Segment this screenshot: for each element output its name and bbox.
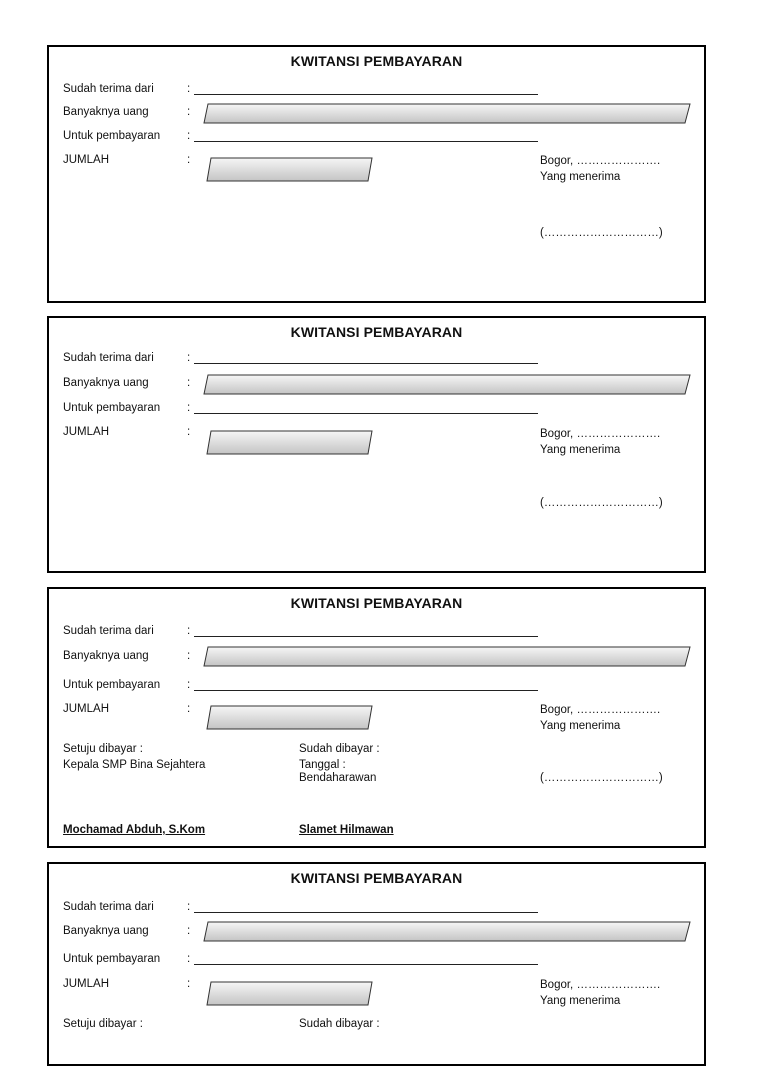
receipt-title: KWITANSI PEMBAYARAN	[290, 870, 463, 886]
from-label: Sudah terima dari	[63, 83, 154, 95]
receiver-label: Yang menerima	[540, 171, 621, 183]
from-field[interactable]	[194, 636, 538, 637]
total-colon: :	[187, 154, 191, 166]
total-field[interactable]	[206, 981, 374, 1007]
purpose-colon: :	[187, 130, 191, 142]
from-colon: :	[187, 352, 191, 364]
receiver-label: Yang menerima	[540, 444, 621, 456]
from-colon: :	[187, 625, 191, 637]
amount-words-colon: :	[187, 650, 191, 662]
payment-label: Sudah dibayar :	[299, 743, 380, 755]
purpose-colon: :	[187, 953, 191, 965]
approval-label: Setuju dibayar :	[63, 743, 143, 755]
receiver-label: Yang menerima	[540, 720, 621, 732]
purpose-colon: :	[187, 402, 191, 414]
place-date: Bogor, ………………….	[540, 704, 661, 716]
purpose-label: Untuk pembayaran	[63, 679, 161, 691]
treasurer-role: Bendaharawan	[299, 772, 377, 784]
receipt-3	[47, 587, 706, 848]
purpose-label: Untuk pembayaran	[63, 130, 161, 142]
from-label: Sudah terima dari	[63, 352, 154, 364]
total-field[interactable]	[206, 430, 374, 456]
payment-label: Sudah dibayar :	[299, 1018, 380, 1030]
treasurer-name: Slamet Hilmawan	[299, 824, 394, 836]
purpose-field[interactable]	[194, 413, 538, 414]
receiver-signature-line: (…………………………)	[540, 497, 663, 509]
total-colon: :	[187, 978, 191, 990]
total-colon: :	[187, 426, 191, 438]
total-label: JUMLAH	[63, 978, 110, 990]
receipt-title: KWITANSI PEMBAYARAN	[290, 53, 463, 69]
payment-date-label: Tanggal :	[299, 759, 346, 771]
from-colon: :	[187, 83, 191, 95]
amount-words-field[interactable]	[203, 374, 693, 396]
receipt-2	[47, 316, 706, 573]
receipt-title: KWITANSI PEMBAYARAN	[290, 595, 463, 611]
amount-words-label: Banyaknya uang	[63, 650, 149, 662]
place-date: Bogor, ………………….	[540, 155, 661, 167]
receipt-1	[47, 45, 706, 303]
total-colon: :	[187, 703, 191, 715]
total-field[interactable]	[206, 157, 374, 183]
total-field[interactable]	[206, 705, 374, 731]
approval-role: Kepala SMP Bina Sejahtera	[63, 759, 206, 771]
amount-words-label: Banyaknya uang	[63, 925, 149, 937]
principal-name: Mochamad Abduh, S.Kom	[63, 824, 206, 836]
amount-words-field[interactable]	[203, 646, 693, 668]
purpose-field[interactable]	[194, 964, 538, 965]
receiver-signature-line: (…………………………)	[540, 772, 663, 784]
purpose-label: Untuk pembayaran	[63, 953, 161, 965]
purpose-field[interactable]	[194, 141, 538, 142]
place-date: Bogor, ………………….	[540, 428, 661, 440]
from-field[interactable]	[194, 94, 538, 95]
from-field[interactable]	[194, 363, 538, 364]
amount-words-colon: :	[187, 377, 191, 389]
amount-words-colon: :	[187, 925, 191, 937]
amount-words-field[interactable]	[203, 921, 693, 943]
total-label: JUMLAH	[63, 154, 110, 166]
amount-words-field[interactable]	[203, 103, 693, 125]
receiver-signature-line: (…………………………)	[540, 227, 663, 239]
amount-words-label: Banyaknya uang	[63, 377, 149, 389]
amount-words-label: Banyaknya uang	[63, 106, 149, 118]
from-field[interactable]	[194, 912, 538, 913]
approval-label: Setuju dibayar :	[63, 1018, 143, 1030]
total-label: JUMLAH	[63, 703, 110, 715]
total-label: JUMLAH	[63, 426, 110, 438]
from-label: Sudah terima dari	[63, 625, 154, 637]
purpose-colon: :	[187, 679, 191, 691]
receipt-title: KWITANSI PEMBAYARAN	[290, 324, 463, 340]
purpose-field[interactable]	[194, 690, 538, 691]
receiver-label: Yang menerima	[540, 995, 621, 1007]
from-label: Sudah terima dari	[63, 901, 154, 913]
amount-words-colon: :	[187, 106, 191, 118]
purpose-label: Untuk pembayaran	[63, 402, 161, 414]
from-colon: :	[187, 901, 191, 913]
receipt-4	[47, 862, 706, 1066]
place-date: Bogor, ………………….	[540, 979, 661, 991]
